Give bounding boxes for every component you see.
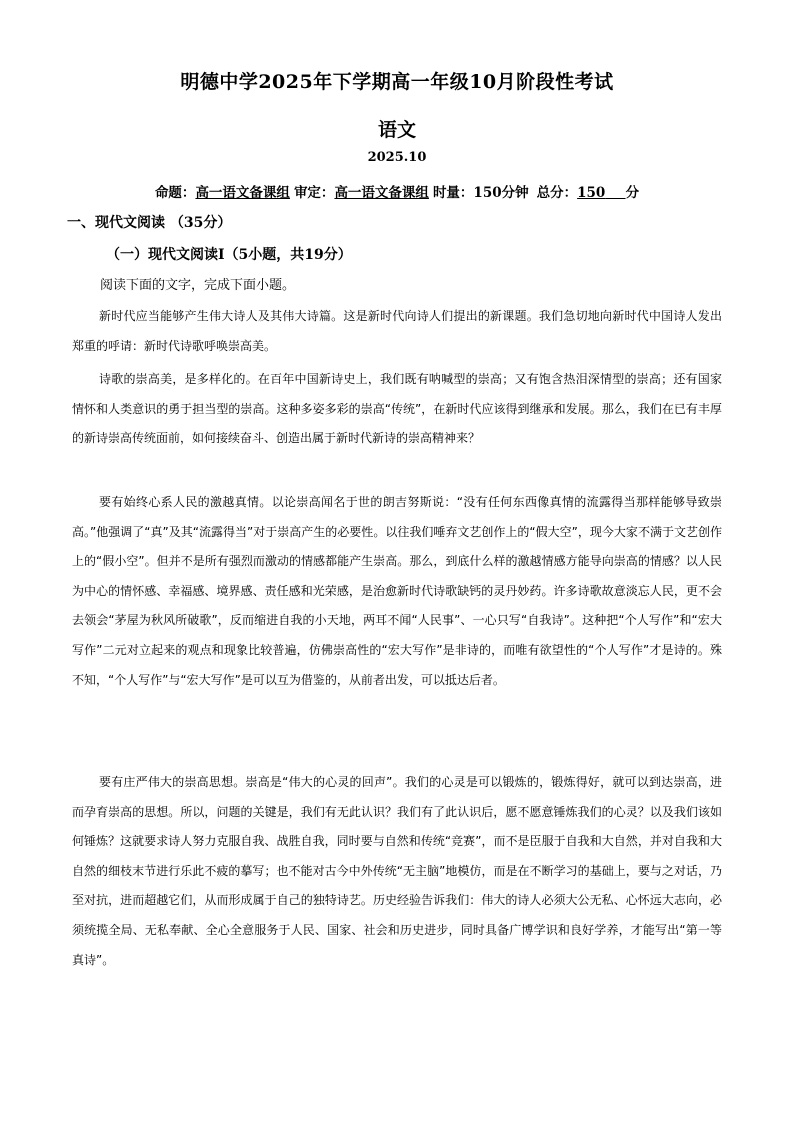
- exam-title: 明德中学2025年下学期高一年级10月阶段性考试: [180, 71, 614, 93]
- exam-meta: [0, 181, 794, 201]
- proposer-value: 高一语文备课组: [195, 185, 290, 201]
- subsection-heading: （一）现代文阅读Ⅰ（5小题，共19分）: [106, 247, 352, 263]
- section-heading: 一、现代文阅读 （35分）: [67, 215, 232, 231]
- reviewer-label: 审定：: [293, 185, 335, 201]
- passage-paragraph-4: 要有庄严伟大的崇高思想。崇高是“伟大的心灵的回声”。我们的心灵是可以锻炼的，锻炼得好，就可以到达崇高，进而孕育崇高的思想。所以，问题的关键是，我们有无此认识？我们有了此认识后，愿不愿意锤炼我们的心灵？以及我们该如何锤炼？这就要求诗人努力克服自我、战胜自我，同时要与自然和传统“竞赛”，而不是臣服于自我和大自然，并对自我和大自然的细枝末节进行乐此不疲的摹写；也不能对古今中外传统“无主脑”地模仿，而是在不断学习的基础上，要与之对话，乃至对抗，进而超越它们，从而形成属于自己的独特诗艺。历史经验告诉我们：伟大的诗人必须大公无私、心怀远大志向，必须统揽全局、无私奉献、全心全意服务于人民、国家、社会和历史进步，同时具备广博学识和良好学养，才能写出“第一等真诗”。: [72, 775, 722, 967]
- passage-paragraph-2: 诗歌的崇高美，是多样化的。在百年中国新诗史上，我们既有呐喊型的崇高；又有饱含热泪深情型的崇高；还有国家情怀和人类意识的勇于担当型的崇高。这种多姿多彩的崇高“传统”，在新时代应该得到继承和发展。那么，我们在已有丰厚的新诗崇高传统面前，如何接续奋斗、创造出属于新时代新诗的崇高精神来？: [72, 372, 722, 446]
- score-value: 150: [577, 185, 606, 201]
- reviewer-value: 高一语文备课组: [334, 185, 429, 201]
- proposer-label: 命题：: [154, 185, 196, 201]
- passage-paragraph-1: 新时代应当能够产生伟大诗人及其伟大诗篇。这是新时代向诗人们提出的新课题。我们急切地向新时代中国诗人发出郑重的呼请：新时代诗歌呼唤崇高美。: [72, 309, 722, 353]
- score-label: 总分：: [536, 185, 578, 201]
- score-unit: 分: [625, 185, 640, 201]
- subject-title: 语文: [377, 119, 416, 141]
- passage-paragraph-3: 要有始终心系人民的激越真情。以论崇高闻名于世的朗吉努斯说：“没有任何东西像真情的流露得当那样能够导致崇高。”他强调了“真”及其“流露得当”对于崇高产生的必要性。以往我们唾弃文艺创作上的“假大空”，现今大家不满于文艺创作上的“假小空”。但并不是所有强烈而激动的情感都能产生崇高。那么，到底什么样的激越情感方能导向崇高的情感？以人民为中心的情怀感、幸福感、境界感、责任感和光荣感，是治愈新时代诗歌缺钙的灵丹妙药。许多诗歌故意淡忘人民，更不会去领会“茅屋为秋风所破歌”，反而缩进自我的小天地，两耳不闻“人民事”、一心只写“自我诗”。这种把“个人写作”和“宏大写作”二元对立起来的观点和现象比较普遍，仿佛崇高性的“宏大写作”是非诗的，而唯有欲望性的“个人写作”才是诗的。殊不知，“个人写作”与“宏大写作”是可以互为借鉴的，从前者出发，可以抵达后者。: [72, 495, 722, 687]
- reading-instruction: 阅读下面的文字，完成下面小题。: [100, 278, 296, 293]
- exam-date: 2025.10: [367, 150, 427, 165]
- exam-time: 时量：150分钟: [432, 185, 529, 201]
